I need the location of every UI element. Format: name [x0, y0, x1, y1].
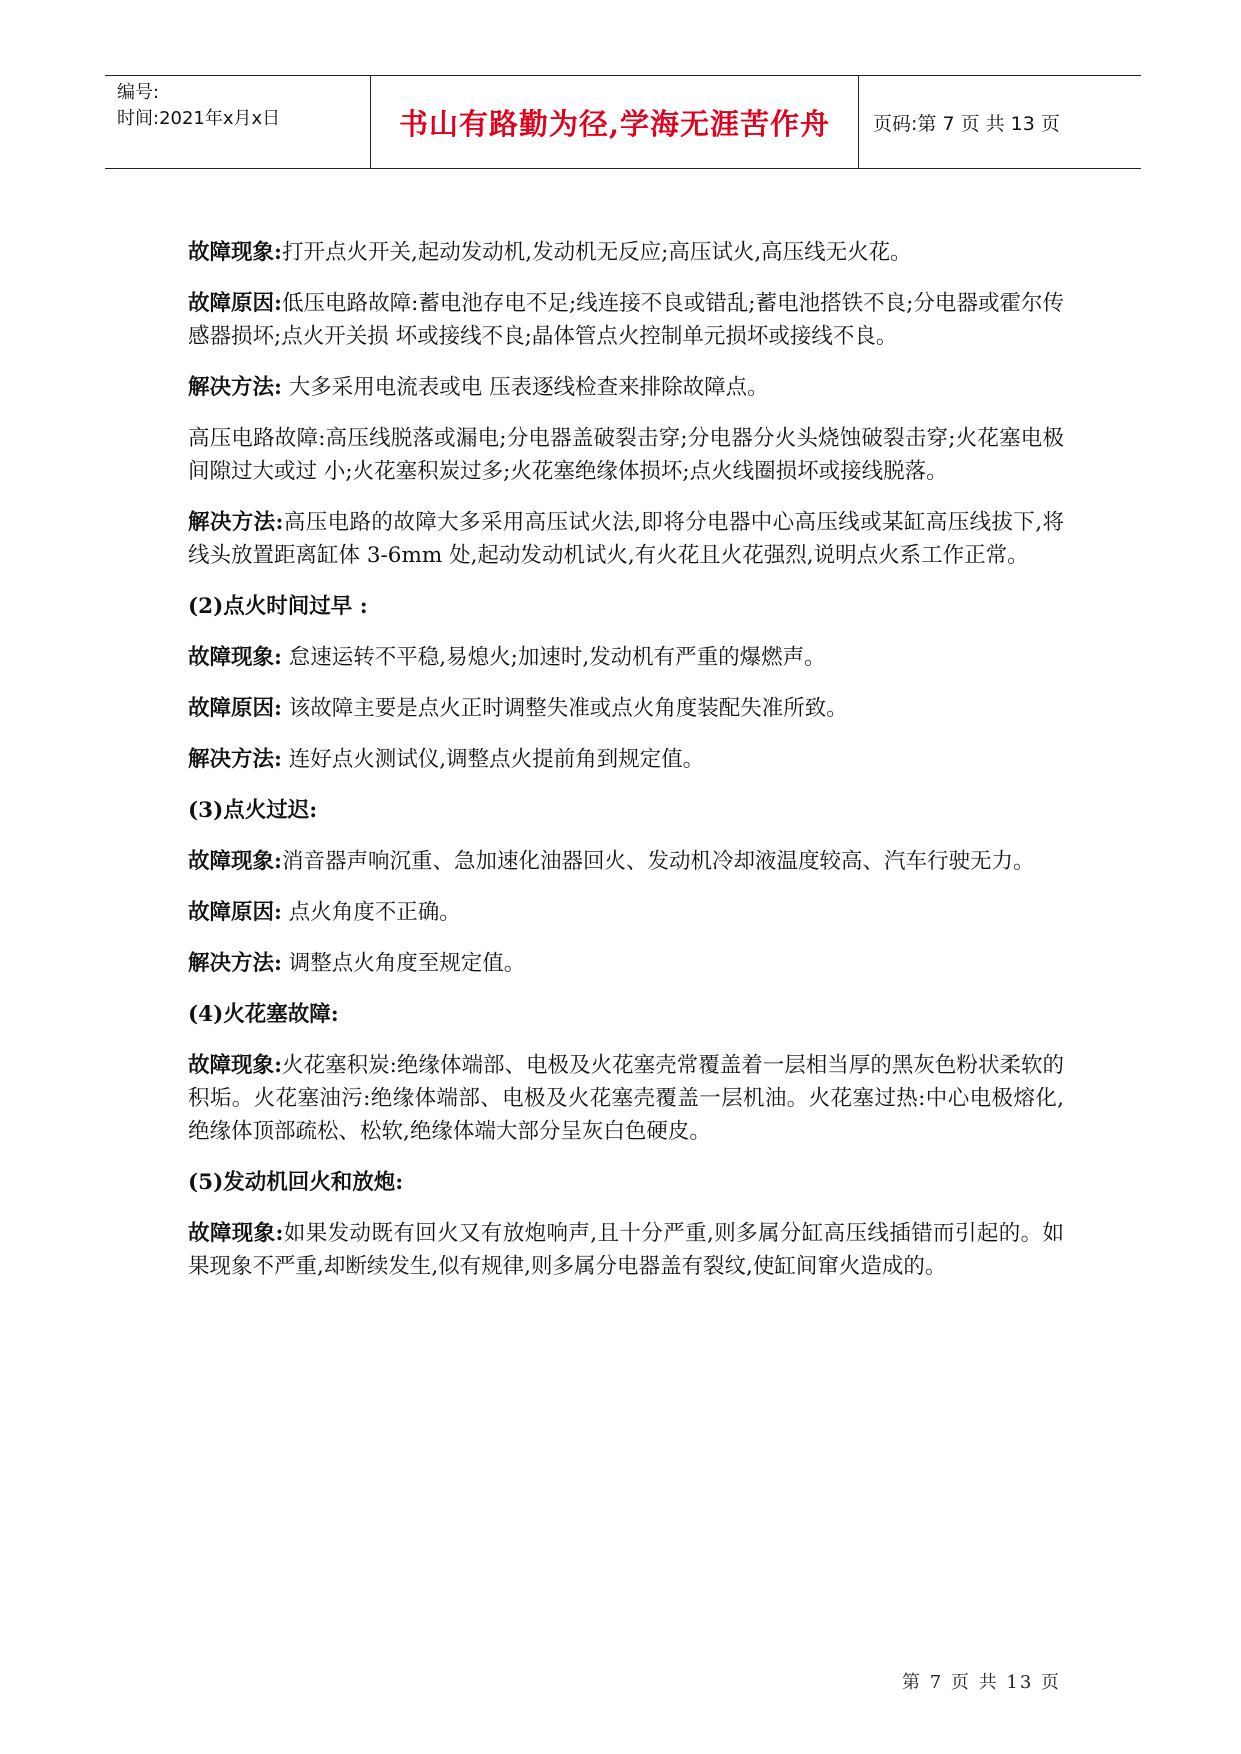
page-header	[105, 75, 1141, 169]
paragraph	[188, 506, 1064, 572]
section-heading: (3)点火过迟:	[188, 798, 318, 823]
document-time: 时间:2021年x月x日	[117, 108, 281, 129]
paragraph	[188, 287, 1064, 353]
paragraph	[188, 947, 1064, 980]
paragraph-text: 怠速运转不平稳,易熄火;加速时,发动机有严重的爆燃声。	[281, 645, 826, 670]
paragraph-text: 连好点火测试仪,调整点火提前角到规定值。	[281, 747, 705, 772]
paragraph-text: 高压电路故障:高压线脱落或漏电;分电器盖破裂击穿;分电器分火头烧蚀破裂击穿;火花塞电极间隙过大或过 小;火花塞积炭过多;火花塞绝缘体损坏;点火线圈损坏或接线脱落。	[188, 426, 1064, 484]
paragraph-text: 火花塞积炭:绝缘体端部、电极及火花塞壳常覆盖着一层相当厚的黑灰色粉状柔软的积垢。火花塞油污:绝缘体端部、电极及火花塞壳覆盖一层机油。火花塞过热:中心电极熔化,绝缘体顶部疏松、松软,绝缘体端大部分呈灰白色硬皮。	[188, 1053, 1065, 1144]
paragraph-text: 如果发动既有回火又有放炮响声,且十分严重,则多属分缸高压线插错而引起的。如果现象不严重,却断续发生,似有规律,则多属分电器盖有裂纹,使缸间窜火造成的。	[188, 1221, 1064, 1279]
paragraph	[188, 896, 1064, 929]
paragraph-text: 消音器声响沉重、急加速化油器回火、发动机冷却液温度较高、汽车行驶无力。	[281, 849, 1035, 874]
section-heading: (4)火花塞故障:	[188, 1002, 339, 1027]
paragraph-label: 故障原因:	[188, 291, 282, 316]
paragraph-text: 打开点火开关,起动发动机,发动机无反应;高压试火,高压线无火花。	[281, 240, 912, 265]
section-heading: (5)发动机回火和放炮:	[188, 1170, 404, 1195]
header-meta	[105, 76, 371, 168]
paragraph-label: 故障原因:	[188, 696, 282, 721]
paragraph-label: 故障现象:	[188, 1221, 284, 1246]
paragraph	[188, 371, 1064, 404]
header-page-info: 页码:第 7 页 共 13 页	[873, 112, 1060, 135]
header-motto: 书山有路勤为径,学海无涯苦作舟	[371, 76, 859, 168]
paragraph-text: 该故障主要是点火正时调整失准或点火角度装配失准所致。	[281, 696, 848, 721]
paragraph-label: 故障现象:	[188, 240, 282, 265]
paragraph	[188, 236, 1064, 269]
document-body	[188, 236, 1064, 1301]
paragraph	[188, 641, 1064, 674]
paragraph-label: 故障现象:	[188, 1053, 283, 1078]
paragraph-label: 故障现象:	[188, 645, 282, 670]
paragraph	[188, 845, 1064, 878]
document-number-label: 编号:	[117, 82, 160, 103]
page-footer: 第 7 页 共 13 页	[902, 1672, 1061, 1693]
paragraph-label: 解决方法:	[188, 375, 282, 400]
paragraph	[188, 743, 1064, 776]
paragraph-text: 低压电路故障:蓄电池存电不足;线连接不良或错乱;蓄电池搭铁不良;分电器或霍尔传感器损坏;点火开关损 坏或接线不良;晶体管点火控制单元损坏或接线不良。	[188, 291, 1065, 349]
paragraph	[188, 1217, 1064, 1283]
section-heading: (2)点火时间过早 :	[188, 594, 368, 619]
paragraph-label: 解决方法:	[188, 747, 282, 772]
paragraph	[188, 1049, 1064, 1148]
paragraph-text: 大多采用电流表或电 压表逐线检查来排除故障点。	[281, 375, 769, 400]
paragraph	[188, 422, 1064, 488]
paragraph-label: 解决方法:	[188, 951, 282, 976]
paragraph-label: 解决方法:	[188, 510, 284, 535]
paragraph-text: 调整点火角度至规定值。	[281, 951, 526, 976]
paragraph-text: 点火角度不正确。	[281, 900, 461, 925]
paragraph-text: 高压电路的故障大多采用高压试火法,即将分电器中心高压线或某缸高压线拔下,将线头放置距离缸体 3-6mm 处,起动发动机试火,有火花且火花强烈,说明点火系工作正常。	[188, 510, 1064, 568]
paragraph	[188, 692, 1064, 725]
paragraph-label: 故障现象:	[188, 849, 282, 874]
paragraph-label: 故障原因:	[188, 900, 282, 925]
